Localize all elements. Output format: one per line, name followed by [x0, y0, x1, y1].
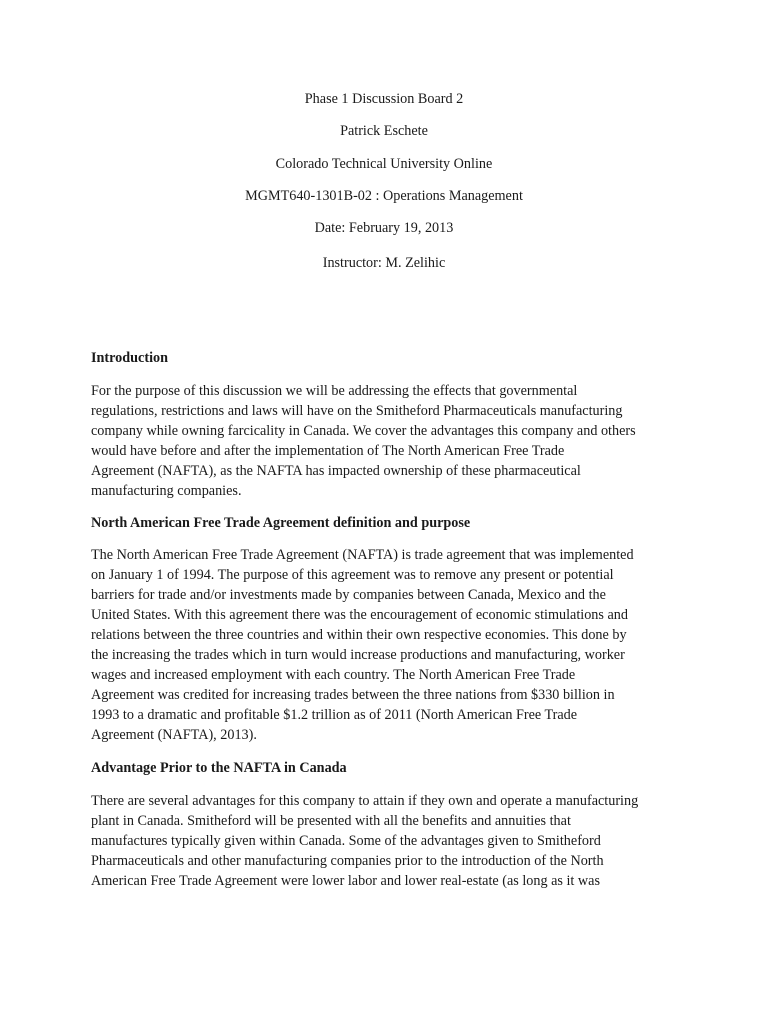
instructor-name: Instructor: M. Zelihic [322, 255, 446, 271]
body-line: There are several advantages for this company to attain if they own and operate a manufacturing [91, 793, 639, 809]
course-name: MGMT640-1301B-02 : Operations Management [245, 188, 523, 204]
body-line: manufacturing companies. [91, 483, 242, 499]
body-line: plant in Canada. Smitheford will be presented with all the benefits and annuities that [91, 813, 571, 829]
section-heading-introduction: Introduction [91, 350, 168, 366]
body-line: Agreement (NAFTA), as the NAFTA has impacted ownership of these pharmaceutical [91, 463, 581, 479]
body-line: manufactures typically given within Canada. Some of the advantages given to Smitheford [91, 833, 601, 849]
body-line: the increasing the trades which in turn would increase productions and manufacturing, worker [91, 647, 625, 663]
body-line: Agreement was credited for increasing trades between the three nations from $330 billion in [91, 687, 615, 703]
section-body-advantage-prior [91, 791, 691, 891]
body-line: regulations, restrictions and laws will have on the Smitheford Pharmaceuticals manufacturing [91, 403, 623, 419]
section-body-nafta-definition [91, 545, 691, 745]
institution-name: Colorado Technical University Online [275, 156, 493, 172]
body-line: American Free Trade Agreement were lower labor and lower real-estate (as long as it was [91, 873, 600, 889]
section-body-introduction [91, 381, 691, 501]
body-line: The North American Free Trade Agreement (NAFTA) is trade agreement that was implemented [91, 547, 634, 563]
body-line: would have before and after the implementation of The North American Free Trade [91, 443, 565, 459]
section-heading-nafta-definition: North American Free Trade Agreement definition and purpose [91, 515, 471, 531]
body-line: United States. With this agreement there was the encouragement of economic stimulations and [91, 607, 628, 623]
section-heading-advantage-prior: Advantage Prior to the NAFTA in Canada [91, 760, 347, 776]
document-title: Phase 1 Discussion Board 2 [304, 91, 464, 107]
body-line: barriers for trade and/or investments made by companies between Canada, Mexico and the [91, 587, 606, 603]
author-name: Patrick Eschete [340, 123, 428, 139]
body-line: relations between the three countries and within their own respective economies. This done by [91, 627, 627, 643]
body-line: For the purpose of this discussion we will be addressing the effects that governmental [91, 383, 578, 399]
body-line: company while owning farcicality in Canada. We cover the advantages this company and others [91, 423, 636, 439]
document-date: Date: February 19, 2013 [314, 220, 454, 236]
body-line: Pharmaceuticals and other manufacturing companies prior to the introduction of the North [91, 853, 604, 869]
body-line: wages and increased employment with each country. The North American Free Trade [91, 667, 576, 683]
body-line: on January 1 of 1994. The purpose of this agreement was to remove any present or potential [91, 567, 614, 583]
body-line: Agreement (NAFTA), 2013). [91, 727, 257, 743]
body-line: 1993 to a dramatic and profitable $1.2 trillion as of 2011 (North American Free Trade [91, 707, 578, 723]
